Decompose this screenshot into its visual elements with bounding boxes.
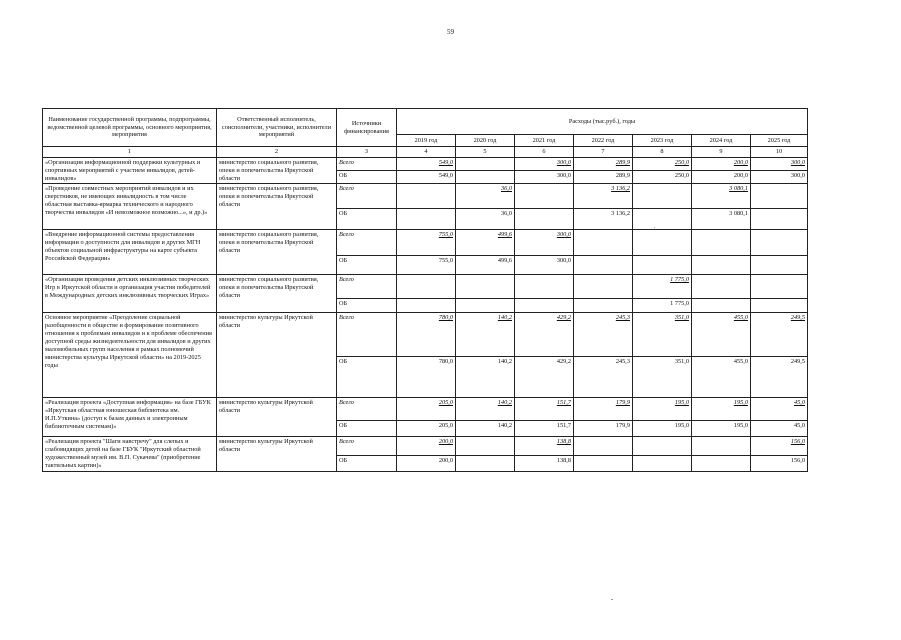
total-value-cell: 156,0 <box>751 437 808 456</box>
ob-value-cell: 195,0 <box>633 421 692 437</box>
ob-value-cell: 755,0 <box>397 256 456 275</box>
total-value-cell: 3 136,2 <box>574 184 633 209</box>
ob-value-cell <box>574 256 633 275</box>
total-value-cell: 151,7 <box>515 398 574 421</box>
total-value-cell: 3 080,1 <box>692 184 751 209</box>
expenses-table <box>42 108 808 472</box>
total-value-cell <box>515 184 574 209</box>
total-value-cell: 351,0 <box>633 313 692 357</box>
table-row <box>43 437 808 456</box>
ob-value-cell <box>397 299 456 313</box>
ob-value-cell: 156,0 <box>751 456 808 472</box>
table-row <box>43 398 808 421</box>
source-ob-label: ОБ <box>337 456 397 472</box>
ob-value-cell: 36,0 <box>456 209 515 230</box>
ob-value-cell: 3 080,1 <box>692 209 751 230</box>
ob-value-cell <box>574 456 633 472</box>
ob-value-cell: 429,2 <box>515 357 574 398</box>
total-value-cell <box>751 230 808 256</box>
ob-value-cell <box>633 209 692 230</box>
header-expenses: Расходы (тыс.руб.), годы <box>397 109 808 135</box>
header-responsible-column: Ответственный исполнитель, соисполнители, участники, исполнители мероприятий <box>217 109 337 147</box>
total-value-cell <box>574 275 633 299</box>
ob-value-cell: 140,2 <box>456 421 515 437</box>
ob-value-cell <box>456 170 515 184</box>
source-total-label: Всего <box>337 184 397 209</box>
source-ob-label: ОБ <box>337 299 397 313</box>
column-index: 6 <box>515 147 574 158</box>
ob-value-cell: 249,5 <box>751 357 808 398</box>
total-value-cell <box>397 184 456 209</box>
ob-value-cell: 549,0 <box>397 170 456 184</box>
responsible-executor: министерство социального развития, опеки и попечительства Иркутской области <box>217 157 337 184</box>
header-year: 2019 год <box>397 135 456 147</box>
table-row <box>43 230 808 256</box>
total-value-cell: 429,2 <box>515 313 574 357</box>
column-index: 7 <box>574 147 633 158</box>
header-year: 2023 год <box>633 135 692 147</box>
source-total-label: Всего <box>337 230 397 256</box>
responsible-executor: министерство социального развития, опеки и попечительства Иркутской области <box>217 275 337 313</box>
source-ob-label: ОБ <box>337 209 397 230</box>
ob-value-cell: 179,9 <box>574 421 633 437</box>
column-index: 2 <box>217 147 337 158</box>
header-source-column: Источники финансирования <box>337 109 397 147</box>
total-value-cell: 549,0 <box>397 157 456 170</box>
total-value-cell: 140,2 <box>456 313 515 357</box>
header-year: 2024 год <box>692 135 751 147</box>
total-value-cell <box>692 230 751 256</box>
ob-value-cell <box>574 299 633 313</box>
total-value-cell: 755,0 <box>397 230 456 256</box>
header-year: 2020 год <box>456 135 515 147</box>
ob-value-cell <box>633 256 692 275</box>
total-value-cell: 300,0 <box>751 157 808 170</box>
total-value-cell: 140,2 <box>456 398 515 421</box>
total-value-cell: 195,0 <box>692 398 751 421</box>
header-year: 2021 год <box>515 135 574 147</box>
total-value-cell <box>456 157 515 170</box>
ob-value-cell: 195,0 <box>692 421 751 437</box>
ob-value-cell <box>751 299 808 313</box>
header-name-column: Наименование государственной программы, подпрограммы, ведомственной целевой программы, основного мероприятия, мероприятия <box>43 109 217 147</box>
table-row <box>43 313 808 357</box>
ob-value-cell <box>751 209 808 230</box>
column-index: 10 <box>751 147 808 158</box>
total-value-cell: 499,6 <box>456 230 515 256</box>
ob-value-cell <box>397 209 456 230</box>
page-number: 59 <box>447 28 454 36</box>
total-value-cell <box>456 275 515 299</box>
total-value-cell: 250,0 <box>633 157 692 170</box>
total-value-cell <box>456 437 515 456</box>
measure-name: «Организация информационной поддержки культурных и спортивных мероприятий с участием инвалидов, детей-инвалидов» <box>43 157 217 184</box>
ob-value-cell: 3 136,2 <box>574 209 633 230</box>
ob-value-cell <box>456 456 515 472</box>
responsible-executor: министерство культуры Иркутской области <box>217 437 337 471</box>
total-value-cell: 195,0 <box>633 398 692 421</box>
measure-name: «Реализация проекта «Доступная информация» на базе ГБУК «Иркутская областная юношеская библиотека им. И.П.Уткина» (доступ к базам данных и электронным библиотечным системам)» <box>43 398 217 437</box>
total-value-cell: 289,9 <box>574 157 633 170</box>
total-value-cell: 205,0 <box>397 398 456 421</box>
ob-value-cell <box>692 256 751 275</box>
responsible-executor: министерство социального развития, опеки и попечительства Иркутской области <box>217 230 337 275</box>
scan-speck <box>654 227 655 228</box>
total-value-cell: 138,8 <box>515 437 574 456</box>
source-total-label: Всего <box>337 313 397 357</box>
column-index: 8 <box>633 147 692 158</box>
total-value-cell <box>633 230 692 256</box>
total-value-cell <box>574 437 633 456</box>
ob-value-cell <box>692 299 751 313</box>
total-value-cell: 179,9 <box>574 398 633 421</box>
ob-value-cell: 250,0 <box>633 170 692 184</box>
total-value-cell <box>515 275 574 299</box>
measure-name: Основное мероприятие «Преодоление социальной разобщенности в обществе и формирование позитивного отношения к проблемам инвалидов и к проблеме обеспечения доступной среды жизнедеятельности для инвалидов и других маломобильных групп населения в рамках полномочий министерства культуры Иркутской области» на 2019-2025 годы <box>43 313 217 398</box>
ob-value-cell: 245,3 <box>574 357 633 398</box>
ob-value-cell: 300,0 <box>515 170 574 184</box>
total-value-cell: 245,3 <box>574 313 633 357</box>
total-value-cell: 200,0 <box>692 157 751 170</box>
source-ob-label: ОБ <box>337 357 397 398</box>
ob-value-cell: 138,8 <box>515 456 574 472</box>
column-index: 5 <box>456 147 515 158</box>
source-ob-label: ОБ <box>337 170 397 184</box>
total-value-cell <box>397 275 456 299</box>
total-value-cell: 780,0 <box>397 313 456 357</box>
total-value-cell: 200,0 <box>397 437 456 456</box>
header-year: 2022 год <box>574 135 633 147</box>
total-value-cell: 455,0 <box>692 313 751 357</box>
ob-value-cell: 200,0 <box>397 456 456 472</box>
total-value-cell <box>633 184 692 209</box>
ob-value-cell: 499,6 <box>456 256 515 275</box>
responsible-executor: министерство культуры Иркутской области <box>217 398 337 437</box>
ob-value-cell <box>692 456 751 472</box>
header-year: 2025 год <box>751 135 808 147</box>
column-index: 4 <box>397 147 456 158</box>
total-value-cell: 45,0 <box>751 398 808 421</box>
total-value-cell <box>574 230 633 256</box>
measure-name: «Реализация проекта "Шаги навстречу" для слепых и слабовидящих детей на базе ГБУК "Иркутский областной художественный музей им. В.П. Сукачева" (приобретение тактильных картин)» <box>43 437 217 471</box>
ob-value-cell <box>456 299 515 313</box>
ob-value-cell: 300,0 <box>751 170 808 184</box>
ob-value-cell <box>751 256 808 275</box>
ob-value-cell <box>515 299 574 313</box>
source-ob-label: ОБ <box>337 256 397 275</box>
source-total-label: Всего <box>337 398 397 421</box>
source-ob-label: ОБ <box>337 421 397 437</box>
ob-value-cell: 45,0 <box>751 421 808 437</box>
ob-value-cell: 200,0 <box>692 170 751 184</box>
responsible-executor: министерство культуры Иркутской области <box>217 313 337 398</box>
ob-value-cell: 205,0 <box>397 421 456 437</box>
column-index: 9 <box>692 147 751 158</box>
ob-value-cell: 1 775,0 <box>633 299 692 313</box>
total-value-cell <box>633 437 692 456</box>
ob-value-cell: 780,0 <box>397 357 456 398</box>
ob-value-cell: 455,0 <box>692 357 751 398</box>
total-value-cell: 36,0 <box>456 184 515 209</box>
source-total-label: Всего <box>337 157 397 170</box>
scan-speck <box>611 599 613 600</box>
ob-value-cell: 289,9 <box>574 170 633 184</box>
total-value-cell <box>692 437 751 456</box>
total-value-cell: 300,0 <box>515 230 574 256</box>
ob-value-cell <box>515 209 574 230</box>
ob-value-cell: 351,0 <box>633 357 692 398</box>
ob-value-cell: 140,2 <box>456 357 515 398</box>
total-value-cell: 249,5 <box>751 313 808 357</box>
ob-value-cell <box>633 456 692 472</box>
table-row <box>43 275 808 299</box>
total-value-cell <box>692 275 751 299</box>
total-value-cell: 300,0 <box>515 157 574 170</box>
table-row <box>43 157 808 170</box>
ob-value-cell: 151,7 <box>515 421 574 437</box>
column-index: 1 <box>43 147 217 158</box>
total-value-cell <box>751 275 808 299</box>
table-row <box>43 184 808 209</box>
total-value-cell: 1 775,0 <box>633 275 692 299</box>
ob-value-cell: 300,0 <box>515 256 574 275</box>
source-total-label: Всего <box>337 275 397 299</box>
column-index: 3 <box>337 147 397 158</box>
measure-name: «Организация проведения детских инклюзивных творческих Игр в Иркутской области и организация участия победителей в Международных детских инклюзивных творческих Играх» <box>43 275 217 313</box>
measure-name: «Внедрение информационной системы предоставления информации о доступности для инвалидов и других МГН объектов социальной инфраструктуры на карте субъекта Российской Федерации» <box>43 230 217 275</box>
total-value-cell <box>751 184 808 209</box>
source-total-label: Всего <box>337 437 397 456</box>
measure-name: «Проведение совместных мероприятий инвалидов и их сверстников, не имеющих инвалидность в том числе областная выставка-ярмарка технического и народного творчества инвалидов «И невозможное возможно...», и др.)» <box>43 184 217 230</box>
responsible-executor: министерство социального развития, опеки и попечительства Иркутской области <box>217 184 337 230</box>
